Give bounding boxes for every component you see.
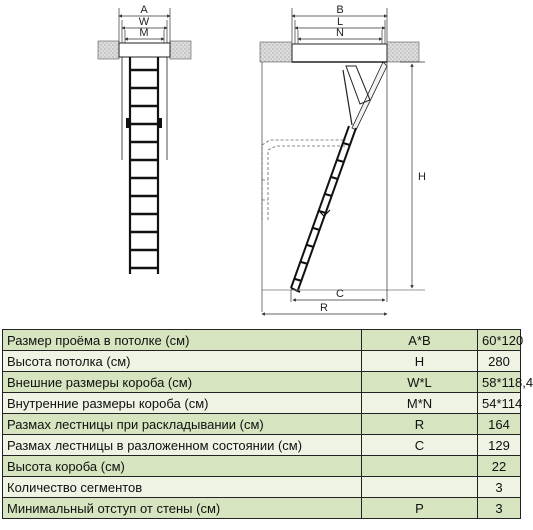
- spec-symbol: W*L: [362, 372, 478, 393]
- spec-symbol: [362, 456, 478, 477]
- spec-value: 60*120: [478, 330, 521, 351]
- ladder-front: [126, 57, 162, 274]
- spec-value: 54*114: [478, 393, 521, 414]
- dim-label-w: W: [138, 16, 150, 28]
- spec-label: Высота потолка (см): [3, 351, 362, 372]
- side-view: [260, 4, 426, 314]
- ceiling-slab-left: [98, 41, 119, 59]
- spec-label: Размах лестницы в разложенном состоянии (см): [3, 435, 362, 456]
- spec-row: [3, 456, 521, 477]
- spec-row: [3, 435, 521, 456]
- spec-label: Количество сегментов: [3, 477, 362, 498]
- dim-label-h: H: [418, 171, 426, 183]
- specification-table: [2, 329, 533, 519]
- spec-value: 3: [478, 477, 521, 498]
- spec-symbol: C: [362, 435, 478, 456]
- spec-symbol: M*N: [362, 393, 478, 414]
- spec-row: [3, 477, 521, 498]
- ceiling-slab-right: [170, 41, 191, 59]
- spec-row: [3, 330, 521, 351]
- spec-row: [3, 351, 521, 372]
- ceiling-slab-right-side: [387, 42, 419, 62]
- dim-label-a: A: [140, 4, 148, 16]
- ceiling-slab-left-side: [260, 42, 292, 62]
- ladder-box-front: [119, 43, 170, 57]
- spec-label: Размах лестницы при раскладывании (см): [3, 414, 362, 435]
- spec-value: 22: [478, 456, 521, 477]
- spec-row: [3, 393, 521, 414]
- ladder-swing-ghost: [262, 140, 346, 220]
- ladder-box-side: [292, 44, 387, 62]
- spec-symbol: [362, 477, 478, 498]
- spec-label: Размер проёма в потолке (см): [3, 330, 362, 351]
- ladder-side: [291, 126, 356, 292]
- spec-row: [3, 372, 521, 393]
- spec-symbol: H: [362, 351, 478, 372]
- spec-label: Высота короба (см): [3, 456, 362, 477]
- dim-label-n: N: [336, 27, 344, 39]
- spec-row: [3, 498, 521, 519]
- spec-row: [3, 414, 521, 435]
- dim-label-l: L: [336, 16, 344, 28]
- dim-label-m: M: [139, 27, 149, 39]
- dim-label-b: B: [336, 4, 344, 16]
- spec-symbol: P: [362, 498, 478, 519]
- spec-value: 3: [478, 498, 521, 519]
- spec-value: 280: [478, 351, 521, 372]
- spec-label: Внешние размеры короба (см): [3, 372, 362, 393]
- spec-symbol: R: [362, 414, 478, 435]
- spec-value: 58*118,4: [478, 372, 521, 393]
- dim-label-r: R: [320, 302, 328, 314]
- span-dimension-c: [291, 62, 387, 302]
- spec-value: 164: [478, 414, 521, 435]
- spec-label: Минимальный отступ от стены (см): [3, 498, 362, 519]
- spec-label: Внутренние размеры короба (см): [3, 393, 362, 414]
- dim-label-c: C: [336, 288, 344, 300]
- front-view: [98, 4, 191, 274]
- spec-value: 129: [478, 435, 521, 456]
- spec-symbol: A*B: [362, 330, 478, 351]
